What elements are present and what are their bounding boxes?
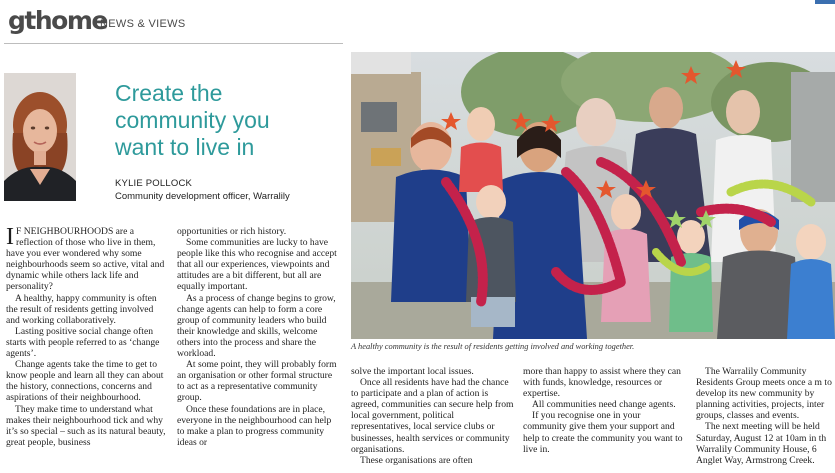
community-group-photo (351, 52, 835, 339)
article-paragraph: As a process of change begins to grow, change agents can help to form a core group of community leaders who build their knowledge and skills, welcome others into the process and share the workload. (177, 292, 336, 360)
article-paragraph: These organisations are often (360, 454, 473, 466)
masthead (8, 6, 408, 40)
article-paragraph: solve the important local issues. (351, 366, 474, 377)
article-column-2 (177, 226, 340, 473)
article-paragraph: Some communities are lucky to have people like this who recognise and accept that all our experiences, viewpoints and attitudes are a bit different, but all are equally important. (177, 237, 337, 293)
group-photo-image (351, 52, 835, 339)
page-corner-mark (815, 0, 835, 4)
article-paragraph: The Warralily Community Residents Group meets once a m to develop its new community by planning activities, projects, inter groups, classes and events. (696, 366, 832, 422)
article-paragraph: Once all residents have had the chance to participate and a plan of action is agreed, communities can secure help from local government, political representatives, local service clubs or businesses, health services or community organisations. (351, 377, 514, 455)
article-paragraph: The next meeting will be held Saturday, August 12 at 10am in th Warralily Community House, 6 Anglet Way, Armstrong Creek. (696, 421, 827, 466)
article-paragraph: All communities need change agents. (532, 399, 676, 411)
masthead-divider (4, 43, 343, 44)
drop-cap: I (6, 226, 14, 250)
headline-line-1: Create the (115, 80, 223, 106)
headline-line-2: community you (115, 107, 270, 133)
headline-line-3: want to live in (115, 134, 255, 160)
article-paragraph: Change agents take the time to get to know people and learn all they can about the history, connections, concerns and aspirations of their neighbourhood. (6, 359, 164, 404)
article-paragraph: A healthy, happy community is often the result of residents getting involved and working collaboratively. (6, 292, 157, 326)
byline-author: KYLIE POLLOCK (115, 178, 193, 189)
article-column-1 (6, 226, 168, 473)
article-paragraph: Lasting positive social change often starts with people referred to as ‘change agents’. (6, 325, 160, 360)
article-paragraph: I F NEIGHBOURHOODS are a reflection of those who live in them, have you ever wondered why some neighbourhoods seem so active, vital and dynamic while others lack life and personality? (6, 226, 165, 293)
article-column-4 (523, 366, 686, 473)
author-portrait (4, 73, 76, 201)
article-paragraph: opportunities or rich history. (177, 226, 287, 237)
article-column-5 (696, 366, 835, 473)
article-paragraph: Once these foundations are in place, everyone in the neighbourhood can help to make a plan to progress community ideas or (177, 403, 332, 448)
article-paragraph: more than happy to assist where they can with funds, knowledge, resources or expertise. (523, 366, 681, 400)
article-paragraph: They make time to understand what makes their neighbourhood tick and why it’s so special – such as its natural beauty, great people, business (6, 403, 166, 448)
section-label: NEWS & VIEWS (100, 18, 186, 30)
publication-logo: gthome (8, 6, 107, 35)
photo-caption: A healthy community is the result of residents getting involved and working together. (351, 342, 635, 351)
article-column-3 (351, 366, 514, 473)
article-paragraph: If you recognise one in your community give them your support and help to create the community you want to live in. (523, 410, 683, 455)
author-portrait-image (4, 73, 76, 201)
article-paragraph: At some point, they will probably form an organisation or other formal structure to act as a representative community group. (177, 359, 337, 404)
byline-role: Community development officer, Warralily (115, 191, 290, 202)
article-headline (115, 80, 345, 161)
